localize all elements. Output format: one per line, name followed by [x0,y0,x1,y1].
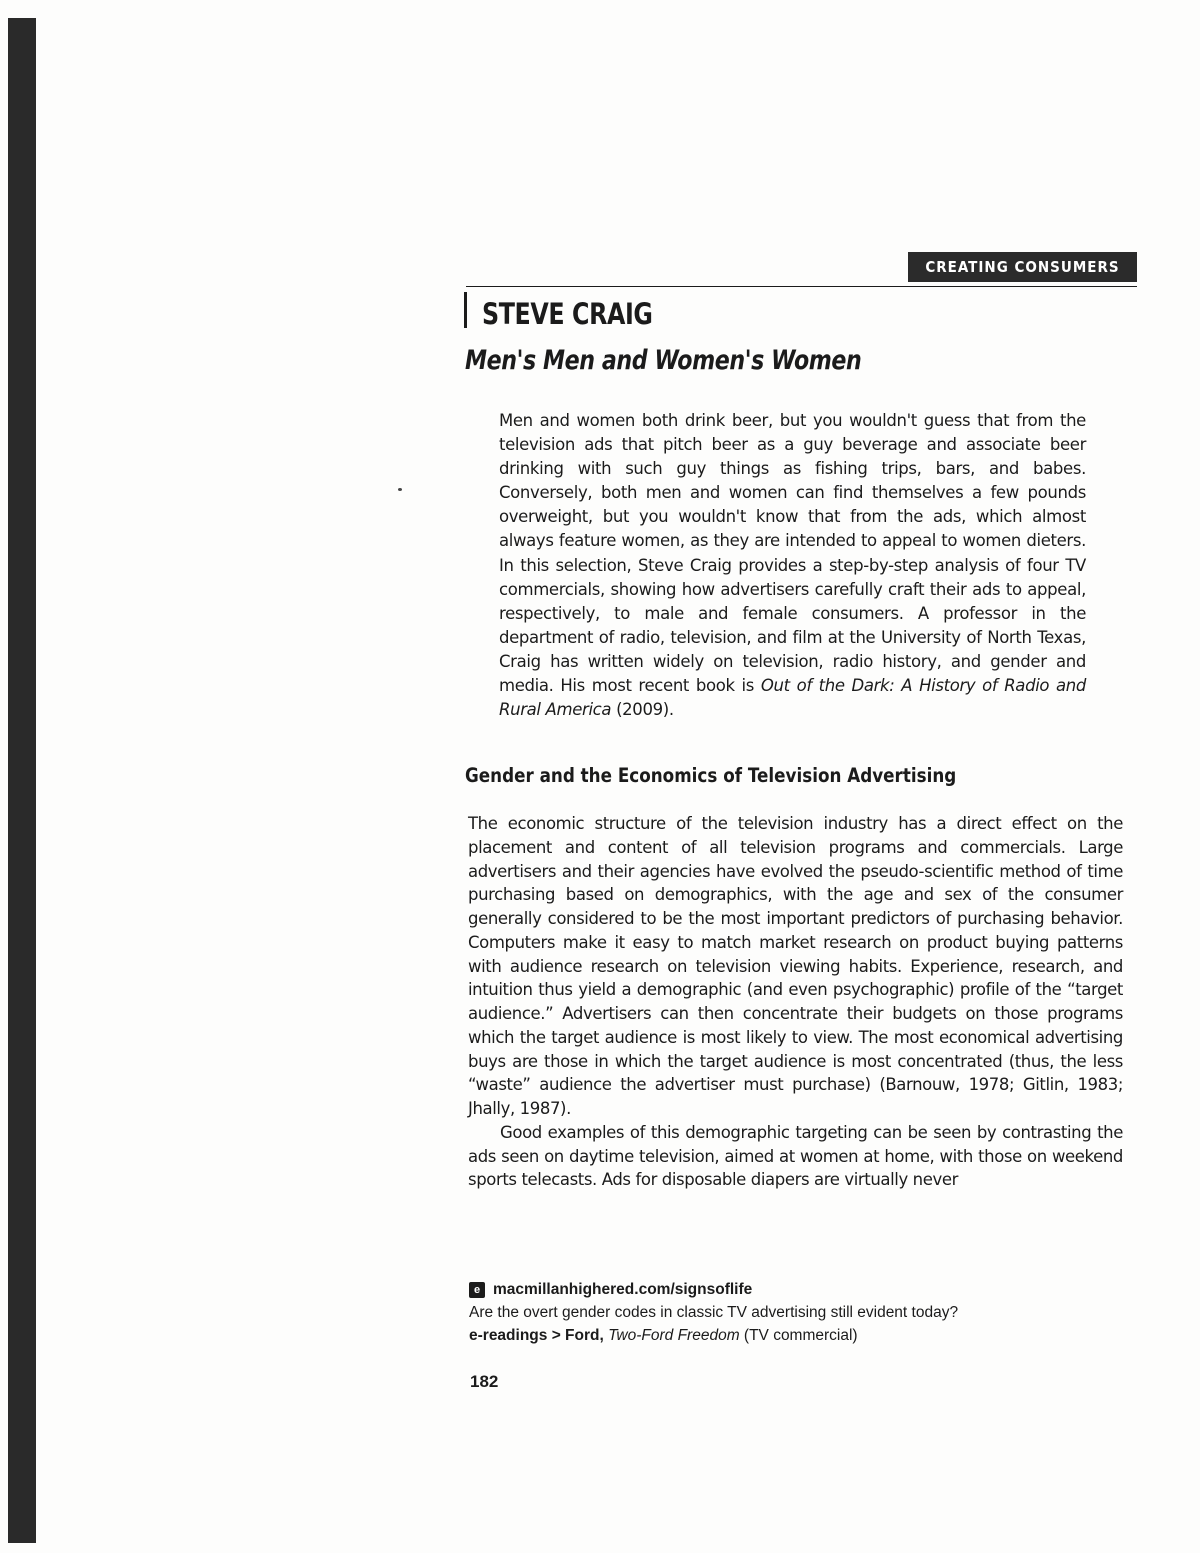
body-paragraph: The economic structure of the television industry has a direct effect on the placement and content of all television programs and commercials. Large advertisers and their agencies have evolved the pseudo-scientific method of time purchasing based on demographics, with the age and sex of the consumer generally considered to be the most important predictors of purchasing behavior. Computers make it easy to match market research on product buying patterns with audience research on television viewing habits. Experience, research, and intuition thus yield a demographic (and even psychographic) profile of the “target audience.” Advertisers can then concentrate their budgets on those programs which the target audience is most likely to view. The most economical advertising buys are those in which the target audience is most concentrated (thus, the less “waste” audience the advertiser must purchase) (Barnouw, 1978; Gitlin, 1983; Jhally, 1987). [468,814,1123,1118]
section-tab: CREATING CONSUMERS [908,252,1137,282]
author-marker-bar [464,292,467,328]
essay-title: Men's Men and Women's Women [465,345,862,376]
e-reading-box [469,1278,1089,1347]
e-reading-url[interactable]: macmillanhighered.com/signsoflife [493,1281,753,1298]
headnote [499,409,1086,722]
headnote-tail: (2009). [611,700,674,720]
e-reading-icon: e [469,1282,485,1298]
body-paragraph: Good examples of this demographic targeting can be seen by contrasting the ads seen on daytime television, aimed at women at home, with those on weekend sports telecasts. Ads for disposable diapers are virtually never [468,1122,1123,1190]
e-reading-title: Two-Ford Freedom [608,1327,740,1344]
e-reading-link[interactable] [469,1324,1089,1347]
scan-binding-edge [8,18,36,1543]
author-name: STEVE CRAIG [482,297,653,331]
e-reading-prefix: e-readings > Ford, [469,1327,609,1344]
e-reading-suffix: (TV commercial) [739,1327,858,1344]
page-number: 182 [470,1372,499,1391]
section-heading: Gender and the Economics of Television Advertising [465,764,957,787]
header-rule [466,286,1137,287]
e-reading-question: Are the overt gender codes in classic TV advertising still evident today? [469,1304,959,1321]
body-text [468,812,1123,1192]
headnote-book-title: Out of the Dark: A History of Radio and Rural America [499,676,1087,720]
headnote-text: Men and women both drink beer, but you wouldn't guess that from the television ads that pitch beer as a guy beverage and associate beer drinking with such guy things as fishing trips, bars, and babes. Conversely, both men and women can find themselves a few pounds overweight, but you wouldn't know that from the ads, which almost always feature women, as they are intended to appeal to women dieters. In this selection, Steve Craig provides a step-by-step analysis of four TV commercials, showing how advertisers carefully craft their ads to appeal, respectively, to male and female consumers. A professor in the department of radio, television, and film at the University of North Texas, Craig has written widely on television, radio history, and gender and media. His most recent book is [499,411,1086,696]
scan-speck [398,488,402,491]
